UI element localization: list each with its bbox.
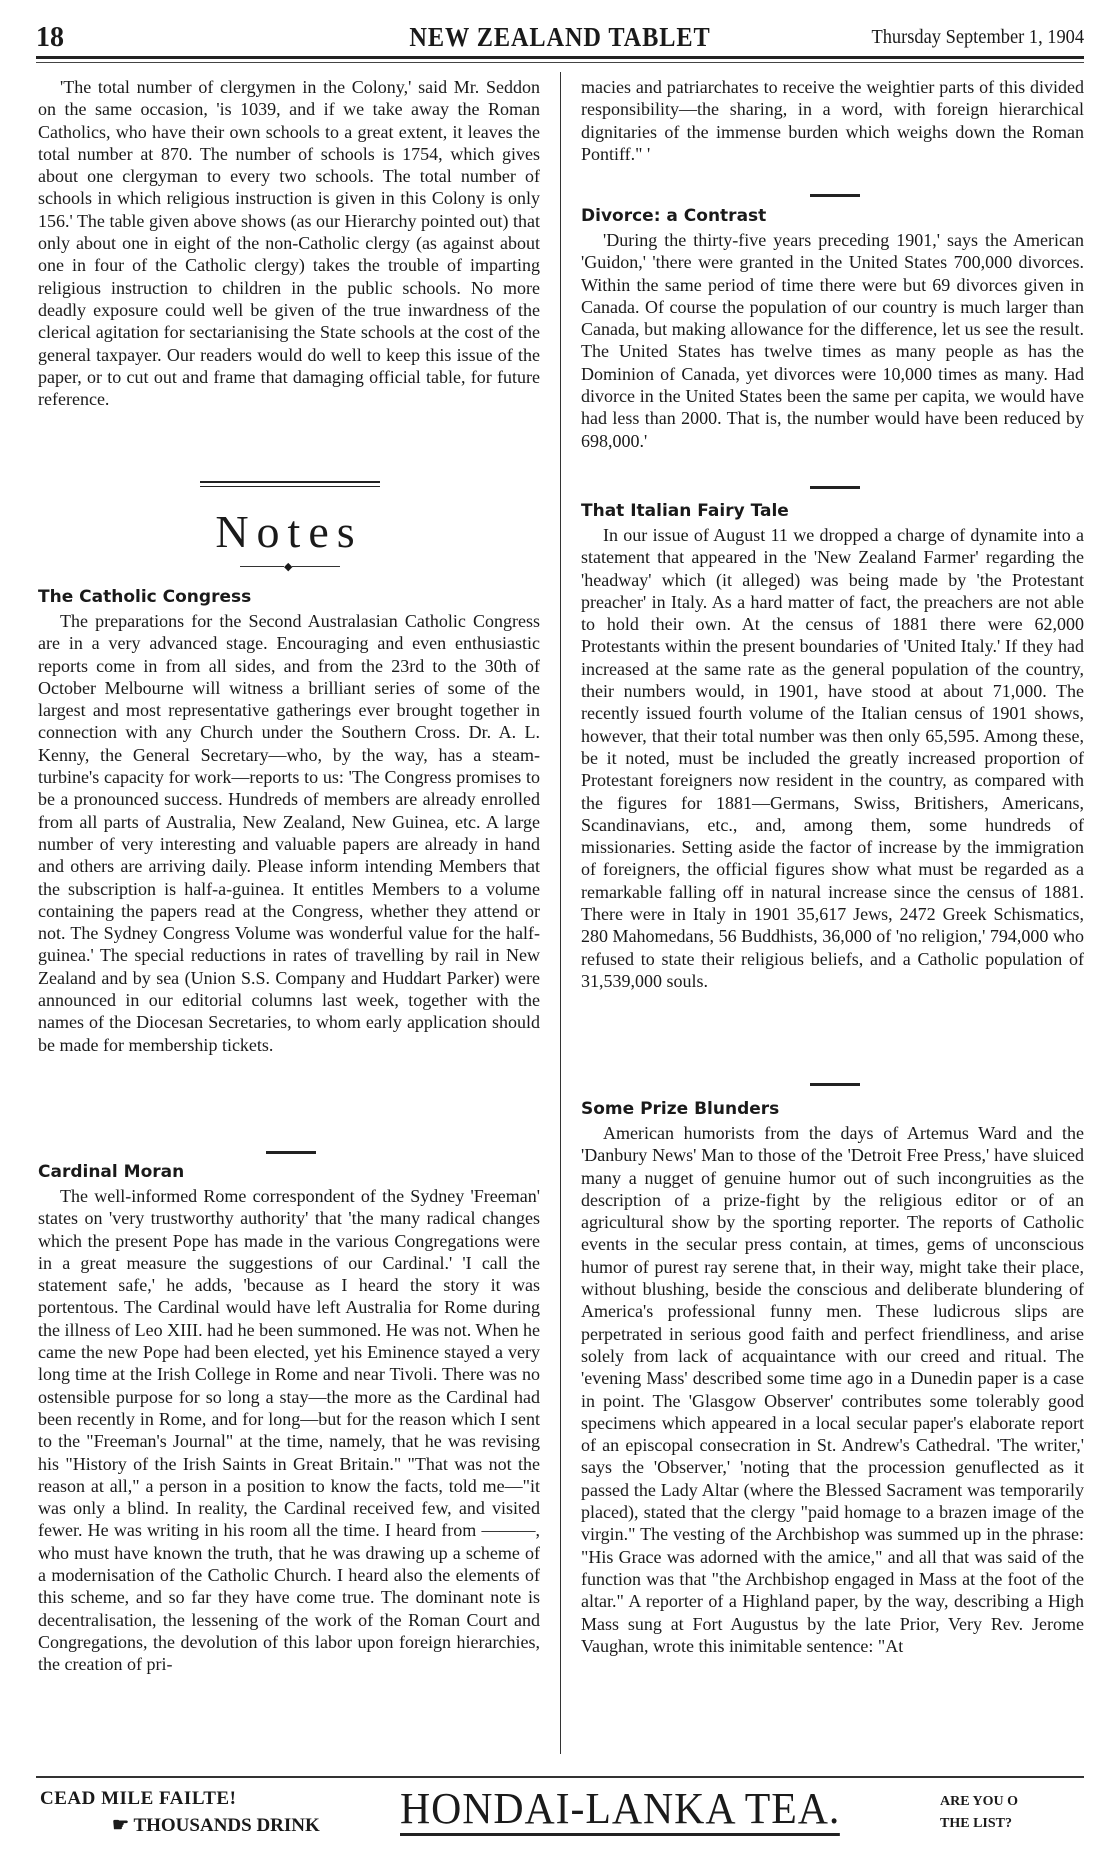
article-body: In our issue of August 11 we dropped a charge of dynamite into a statement that appeared in the 'New Zealand Farmer' regarding the 'headway' which (it alleged) was being made by 'the Protestant preacher' in Italy. As a hard matter of fact, the preachers are not able to hold their own. At the census of 1881 there were 62,000 Protestants within the present boundaries of 'United Italy.' If they had increased at the same rate as the general population of the country, their numbers would, in 1901, have stood at about 71,000. The recently issued fourth volume of the Italian census of 1901 shows, however, that their total number was then only 65,595. Among these, be it noted, must be included the greatly increased proportion of Protestant foreigners now resident in the country, as compared with the figures for 1881—Germans, Swiss, Britishers, Americans, Scandinavians, etc., and, among them, some hundreds of missionaries. Setting aside the factor of increase by the immigration of foreigners, the official figures show what must be regarded as a remarkable falling off in natural increase since the census of 1881. There were in Italy in 1901 35,617 Jews, 2472 Greek Schismatics, 280 Mahomedans, 56 Buddhists, 36,000 of 'no religion,' 794,000 who refused to state their religious beliefs, and a Catholic population of 31,539,000 souls. bbox=[581, 525, 1084, 991]
footer-rule bbox=[36, 1776, 1084, 1778]
separator-rule bbox=[266, 1151, 316, 1154]
separator-rule bbox=[810, 486, 860, 489]
ad-greeting: CEAD MILE FAILTE! bbox=[40, 1788, 237, 1809]
article-body: American humorists from the days of Artemus Ward and the 'Danbury News' Man to those of the 'Detroit Free Press,' have sluiced many a nugget of genuine humor out of such incongruities as the description of a prize-fight by the religious editor or of an agricultural show by the sporting reporter. The reports of Catholic events in the secular press contain, at times, gems of unconscious humor of purest ray serene that, in their way, might take their place, without blushing, beside the conscious and deliberate blundering of America's professional funny men. These ludicrous slips are perpetrated in serious good faith and perfect friendliness, and arise solely from lack of acquaintance with our creed and ritual. The 'evening Mass' described some time ago in a Dunedin paper is a case in point. The 'Glasgow Observer' contributes some tolerably good specimens which appeared in a local secular paper's elaborate report of an episcopal consecration in St. Andrew's Cathedral. 'The writer,' says the 'Observer,' 'noting that the procession genuflected as it passed the Lady Altar (where the Blessed Sacrament was temporarily placed), stated that the clergy "paid homage to a brazen image of the virgin." The vesting of the Archbishop was summed up in the phrase: "His Grace was adorned with the amice," and all that was said of the function was that "the Archbishop engaged in Mass at the foot of the altar." A reporter of a Highland paper, by the way, describing a High Mass sung at Fort Augustus by the late Prior, Very Rev. Jerome Vaughan, wrote this inimitable sentence: "At bbox=[581, 1123, 1084, 1656]
article-title: The Catholic Congress bbox=[38, 587, 252, 607]
article-title: Divorce: a Contrast bbox=[581, 206, 767, 226]
ornament-rule bbox=[240, 561, 340, 573]
article-body: The preparations for the Second Australasian Catholic Congress are in a very advanced stage. Encouraging and even enthusiastic reports come in from all sides, and from the 23rd to the 30th of October Melbourne will witness a brilliant series of some of the largest and most representative gatherings ever brought together in connection with any Church under the Southern Cross. Dr. A. L. Kenny, the General Secretary—who, by the way, has a steam-turbine's capacity for work—reports to us: 'The Congress promises to be a pronounced success. Hundreds of members are already enrolled from all parts of Australia, New Zealand, New Guinea, etc. A large number of very interesting and valuable papers are already in hand and others are arriving daily. Please inform intending Members that the subscription is half-a-guinea. It entitles Members to a volume containing the papers read at the Congress, whether they attend or not. The Sydney Congress Volume was wonderful value for the half-guinea.' The special reductions in rates of travelling by rail in New Zealand and by sea (Union S.S. Company and Huddart Parker) were announced in our editorial columns last week, together with the names of the Diocesan Secretaries, to whom early application should be made for membership tickets. bbox=[38, 611, 540, 1055]
diamond-icon: ◆ bbox=[284, 561, 293, 573]
intro-paragraph: 'The total number of clergymen in the Colony,' said Mr. Seddon on the same occasion, 'is 1039, and if we take away the Roman Catholics, who have their own schools to a great extent, it leaves the total number at 870. The number of schools is 1754, which gives about one clergyman to every two schools. The total number of schools in which religious instruction is given in this Colony is only 156.' The table given above shows (as our Hierarchy pointed out) that only about one in eight of the non-Catholic clergy (as against about one in four of the Catholic clergy) takes the trouble of imparting religious instruction to children in the public schools. No more deadly exposure could well be given of the true inwardness of the clerical agitation for sectarianising the State schools at the cost of the general taxpayer. Our readers would do well to keep this issue of the paper, or to cut out and frame that damaging official table, for future reference. bbox=[38, 77, 540, 410]
article-catholic-congress bbox=[38, 586, 540, 1056]
issue-date: Thursday September 1, 1904 bbox=[871, 26, 1084, 48]
article-cardinal-moran bbox=[38, 1161, 540, 1676]
article-title: Some Prize Blunders bbox=[581, 1099, 780, 1119]
newspaper-title: NEW ZEALAND TABLET bbox=[409, 22, 711, 52]
article-title: That Italian Fairy Tale bbox=[581, 501, 789, 521]
article-body: 'During the thirty-five years preceding 1901,' says the American 'Guidon,' 'there were granted in the United States 700,000 divorces. Within the same period of time there were but 69 divorces given in Canada. Of course the population of our country is much larger than Canada, but making allowance for the difference, let us see the result. The United States has twelve times as many people as has the Dominion of Canada, yet divorces were 10,000 times as many. Had divorce in the United States been the same per capita, we would have had less than 2000. That is, the number would have been reduced by 698,000.' bbox=[581, 230, 1084, 451]
page-number: 18 bbox=[36, 22, 64, 53]
article-title: Cardinal Moran bbox=[38, 1162, 185, 1182]
separator-rule bbox=[810, 194, 860, 197]
header-rule bbox=[36, 56, 1084, 59]
article-prize-blunders bbox=[581, 1098, 1084, 1657]
ad-tagline: ☛ THOUSANDS DRINK bbox=[112, 1815, 320, 1836]
ad-brand: HONDAI-LANKA TEA. bbox=[400, 1785, 840, 1836]
article-divorce bbox=[581, 205, 1084, 452]
continuation-paragraph: macies and patriarchates to receive the weightier parts of this divided responsibility—the sharing, in a word, with foreign hierarchical dignitaries of the immense burden which weighs down the Roman Pontiff." ' bbox=[581, 77, 1084, 164]
separator-rule bbox=[810, 1083, 860, 1086]
article-body: The well-informed Rome correspondent of the Sydney 'Freeman' states on 'very trustworthy authority' that 'the many radical changes which the present Pope has made in the various Congregations were in a great measure the suggestions of our Cardinal.' 'I call the statement safe,' he adds, 'because as I heard the story it was portentous. The Cardinal would have left Australia for Rome during the illness of Leo XIII. had he been summoned. He was not. When he came the new Pope had been elected, yet his Eminence stayed a very long time at the Irish College in Rome and near Tivoli. There was no ostensible purpose for so long a stay—the more as the Cardinal had been recently in Rome, and for long—but for the reason which I sent to the "Freeman's Journal" at the time, namely, that he was revising his "History of the Irish Saints in Great Britain." "That was not the reason at all," a person in a position to know the facts, told me—"it was only a blind. In reality, the Cardinal received few, and visited fewer. He was writing in his room all the time. I heard from ———, who must have known the truth, that he was drawing up a scheme of a modernisation of the Catholic Church. I heard also the elements of this scheme, and so far they have come true. The dominant note is decentralisation, the lessening of the work of the Roman Court and Congregations, the devolution of this labor upon foreign hierarchies, the creation of pri- bbox=[38, 1186, 540, 1675]
ad-question: ARE YOU O THE LIST? bbox=[940, 1794, 1019, 1831]
column-divider bbox=[560, 72, 561, 1754]
header-rule-thin bbox=[36, 62, 1084, 63]
masthead bbox=[36, 22, 1084, 54]
article-italian-fairy-tale bbox=[581, 500, 1084, 992]
section-title-notes: Notes bbox=[215, 506, 363, 557]
pointing-hand-icon: ☛ bbox=[112, 1815, 134, 1836]
double-rule bbox=[200, 481, 380, 487]
